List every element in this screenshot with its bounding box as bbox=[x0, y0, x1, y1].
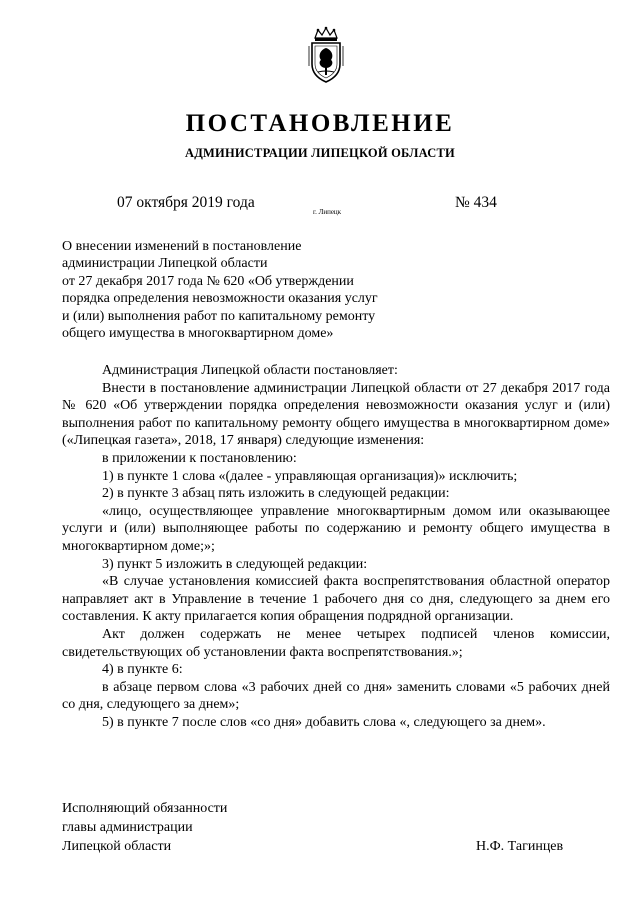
body-paragraph: «В случае установления комиссией факта воспрепятствования областной оператор направляет акт в Управление в течение 1 рабочего дня со дня, следующего за днем его составления. К акту прилагается копия обращения подрядной организации. bbox=[62, 574, 610, 625]
document-city: г. Липецк bbox=[313, 208, 342, 216]
document-title: ПОСТАНОВЛЕНИЕ bbox=[185, 110, 455, 137]
signature-name: Н.Ф. Тагинцев bbox=[476, 839, 564, 854]
document-body bbox=[62, 362, 610, 731]
body-paragraph: 5) в пункте 7 после слов «со дня» добавить слова «, следующего за днем». bbox=[102, 714, 546, 730]
body-paragraph: Акт должен содержать не менее четырех подписей членов комиссии, свидетельствующих об установлении факта воспрепятствования.»; bbox=[62, 626, 610, 660]
body-paragraph: Администрация Липецкой области постановляет: bbox=[102, 363, 398, 378]
document-date: 07 октября 2019 года bbox=[117, 194, 255, 211]
heading-line: порядка определения невозможности оказания услуг bbox=[62, 291, 378, 307]
heading-line: и (или) выполнения работ по капитальному ремонту bbox=[62, 308, 376, 324]
heading-line: О внесении изменений в постановление bbox=[62, 239, 302, 254]
signature-position-line: главы администрации bbox=[62, 820, 193, 835]
body-paragraph: Внести в постановление администрации Липецкой области от 27 декабря 2017 года № 620 «Об утверждении порядка определения невозможности оказания услуг и (или) выполнения работ по капитальному ремонту общего имущества в многоквартирном доме» («Липецкая газета», 2018, 17 января) следующие изменения: bbox=[62, 380, 610, 449]
body-paragraph: «лицо, осуществляющее управление многоквартирным домом или оказывающее услуги и (или) выполняющее работы по содержанию и ремонту общего имущества в многоквартирном доме;»; bbox=[62, 503, 610, 554]
body-paragraph: в абзаце первом слова «3 рабочих дней со дня» заменить словами «5 рабочих дней со дня, следующего за днем»; bbox=[62, 679, 610, 713]
body-paragraph: 1) в пункте 1 слова «(далее - управляющая организация)» исключить; bbox=[102, 468, 518, 484]
heading-line: общего имущества в многоквартирном доме» bbox=[62, 326, 334, 342]
heading-line: администрации Липецкой области bbox=[62, 256, 268, 272]
signature-position bbox=[62, 799, 227, 856]
document-number: № 434 bbox=[455, 194, 497, 211]
body-paragraph: 4) в пункте 6: bbox=[102, 662, 183, 678]
document-subtitle: АДМИНИСТРАЦИИ ЛИПЕЦКОЙ ОБЛАСТИ bbox=[185, 146, 455, 160]
document-heading bbox=[62, 238, 442, 342]
heading-line: от 27 декабря 2017 года № 620 «Об утверждении bbox=[62, 273, 354, 289]
body-paragraph: 3) пункт 5 изложить в следующей редакции: bbox=[102, 556, 368, 572]
coat-of-arms-icon bbox=[305, 26, 347, 86]
signature-position-line: Липецкой области bbox=[62, 839, 172, 854]
body-paragraph: в приложении к постановлению: bbox=[102, 450, 297, 466]
signature-position-line: Исполняющий обязанности bbox=[62, 801, 228, 816]
body-paragraph: 2) в пункте 3 абзац пять изложить в следующей редакции: bbox=[102, 486, 450, 502]
